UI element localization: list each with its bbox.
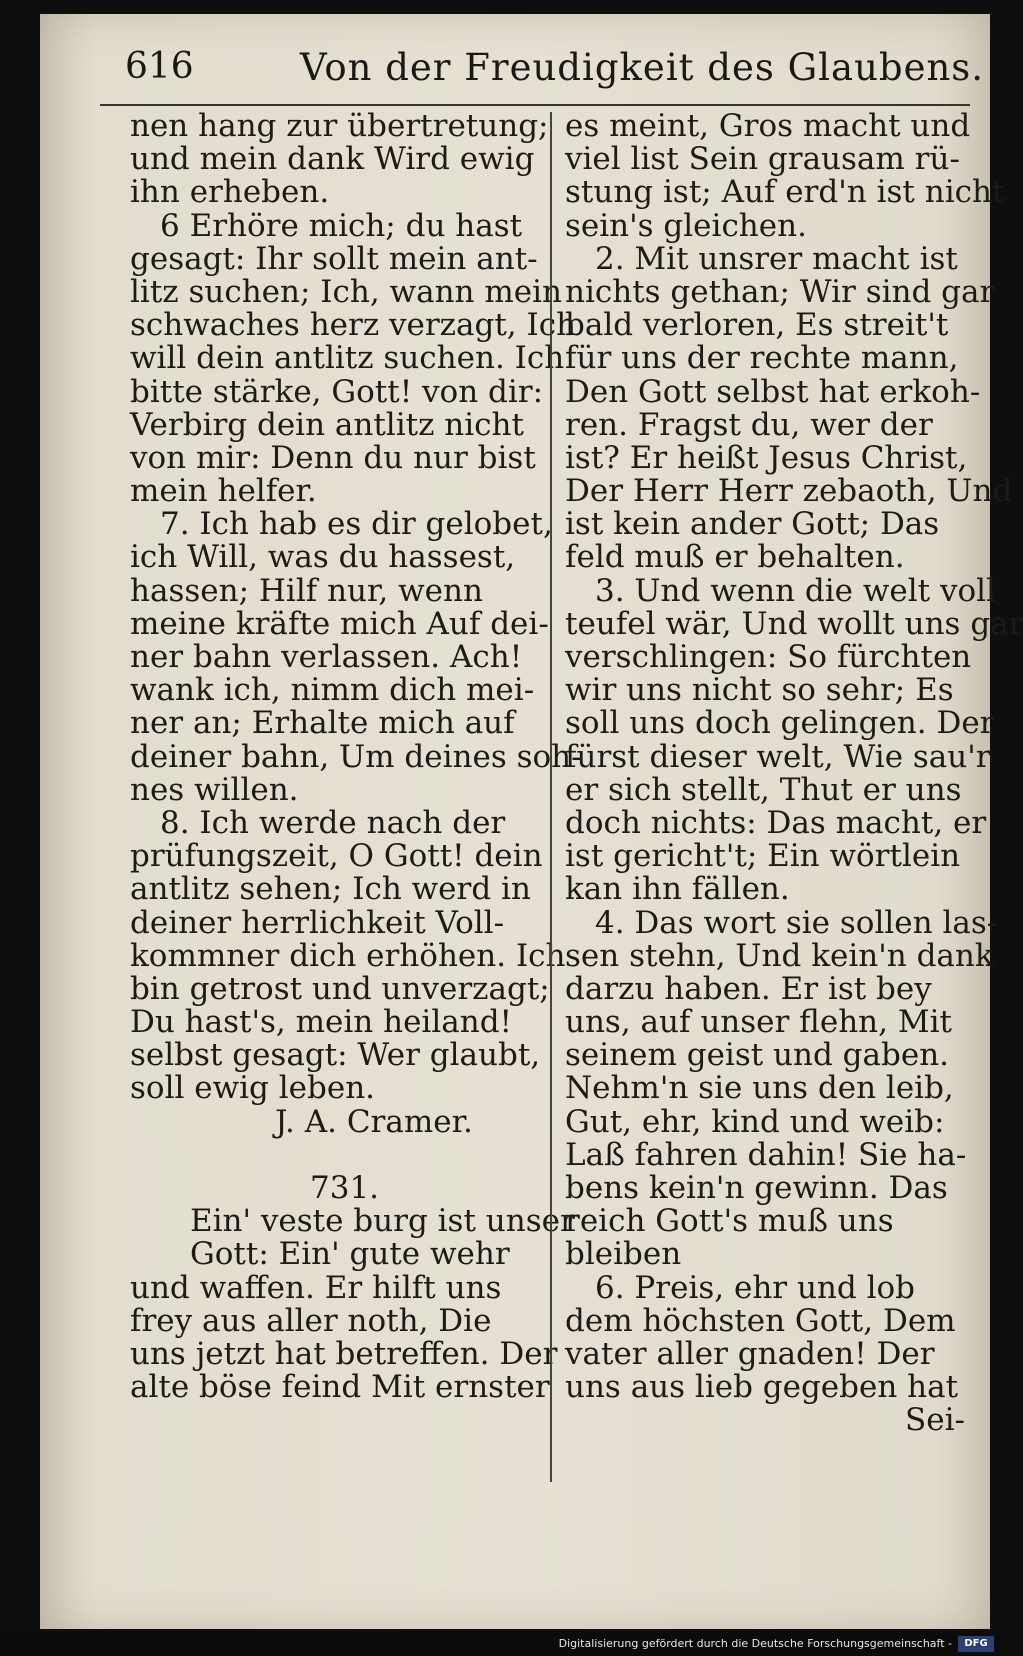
text-line: feld muß er behalten. [565,539,905,576]
text-line: soll ewig leben. [130,1070,376,1107]
text-line: vater aller gnaden! Der [565,1335,935,1372]
text-line: nichts gethan; Wir sind gar [565,273,995,310]
text-line: ist gericht't; Ein wörtlein [565,838,961,875]
text-line: alte böse feind Mit ernster [130,1369,550,1406]
text-line: deiner bahn, Um deines soh- [130,738,582,775]
text-line: bitte stärke, Gott! von dir: [130,373,544,410]
hymn-first-line: Ein' veste burg ist unser [190,1203,575,1240]
column-divider [550,112,552,1482]
text-line: seinem geist und gaben. [565,1037,950,1074]
text-line: wir uns nicht so sehr; Es [565,672,954,709]
text-line: Gut, ehr, kind und weib: [565,1103,945,1140]
text-line: Laß fahren dahin! Sie ha- [565,1136,967,1173]
verse-start: 8. Ich werde nach der [160,804,506,841]
text-line: nen hang zur übertretung; [130,108,549,144]
text-line: litz suchen; Ich, wann mein [130,273,562,310]
text-line: uns aus lieb gegeben hat [565,1369,959,1406]
text-line: Verbirg dein antlitz nicht [130,406,524,443]
text-line: Du hast's, mein heiland! [130,1004,512,1041]
text-line: ich Will, was du hassest, [130,539,516,576]
running-title: Von der Freudigkeit des Glaubens. [300,46,985,89]
text-line: für uns der rechte mann, [565,340,959,377]
text-line: kommner dich erhöhen. Ich [130,937,566,974]
text-line: Nehm'n sie uns den leib, [565,1070,954,1107]
dfg-logo-icon: DFG [958,1636,994,1652]
text-line: Der Herr Herr zebaoth, Und [565,473,1013,510]
text-line: fürst dieser welt, Wie sau'r [565,738,991,775]
verse-start: 2. Mit unsrer macht ist [595,240,958,277]
text-line: bald verloren, Es streit't [565,307,949,344]
text-line: deiner herrlichkeit Voll- [130,904,505,941]
text-line: mein helfer. [130,473,317,510]
text-line: ist kein ander Gott; Das [565,506,940,543]
text-line: ner an; Erhalte mich auf [130,705,515,742]
text-line: gesagt: Ihr sollt mein ant- [130,240,538,277]
text-line: bin getrost und unverzagt; [130,970,550,1007]
left-column [130,108,582,1406]
text-line: will dein antlitz suchen. Ich [130,340,565,377]
text-line: ihn erheben. [130,174,330,211]
funding-credit: Digitalisierung gefördert durch die Deutsche Forschungsgemeinschaft - [558,1637,952,1650]
text-line: ist? Er heißt Jesus Christ, [565,439,968,476]
text-line: verschlingen: So fürchten [565,639,972,675]
text-line: Gott: Ein' gute wehr [190,1236,510,1273]
text-line: von mir: Denn du nur bist [130,439,536,476]
text-line: kan ihn fällen. [565,871,790,908]
text-line: viel list Sein grausam rü- [565,141,960,178]
text-line: nes willen. [130,771,299,808]
page-number: 616 [125,46,194,87]
text-line: uns jetzt hat betreffen. Der [130,1335,558,1372]
text-line: soll uns doch gelingen. Der [565,705,995,742]
section-gap [130,1139,540,1172]
text-line: doch nichts: Das macht, er [565,804,987,841]
digitization-footer [0,1633,1000,1656]
verse-start: 3. Und wenn die welt voll [595,572,996,609]
text-line: antlitz sehen; Ich werd in [130,871,531,908]
hymn-number: 731. [310,1170,380,1206]
text-line: frey aus aller noth, Die [130,1302,492,1339]
text-line: und mein dank Wird ewig [130,141,535,178]
text-line: sein's gleichen. [565,207,807,244]
text-line: darzu haben. Er ist bey [565,970,932,1007]
text-line: es meint, Gros macht und [565,108,971,144]
text-line: er sich stellt, Thut er uns [565,771,962,808]
page-header [75,42,985,106]
text-line: reich Gott's muß uns [565,1203,894,1240]
text-line: selbst gesagt: Wer glaubt, [130,1037,541,1074]
verse-start: 6 Erhöre mich; du hast [160,207,523,244]
catchword: Sei- [905,1402,965,1439]
text-line: bleiben [565,1236,682,1273]
text-line: stung ist; Auf erd'n ist nicht [565,174,1005,211]
text-line: Den Gott selbst hat erkoh- [565,373,981,410]
header-rule [100,104,970,106]
text-line: dem höchsten Gott, Dem [565,1302,956,1339]
text-line: meine kräfte mich Auf dei- [130,605,549,642]
text-line: teufel wär, Und wollt uns gar [565,605,1023,642]
text-line: und waffen. Er hilft uns [130,1269,502,1306]
text-line: prüfungszeit, O Gott! dein [130,838,543,875]
verse-start: 7. Ich hab es dir gelobet, [160,506,553,543]
text-line: uns, auf unser flehn, Mit [565,1004,952,1041]
text-line: hassen; Hilf nur, wenn [130,572,483,609]
hymn-author: J. A. Cramer. [275,1103,473,1140]
text-line: ner bahn verlassen. Ach! [130,639,523,675]
right-column [565,108,1023,1439]
text-line: schwaches herz verzagt, Ich [130,307,577,344]
verse-start: 6. Preis, ehr und lob [595,1269,916,1306]
verse-start: 4. Das wort sie sollen las- [595,904,998,941]
text-line: bens kein'n gewinn. Das [565,1170,948,1206]
text-line: wank ich, nimm dich mei- [130,672,535,709]
text-line: ren. Fragst du, wer der [565,406,933,443]
text-line: sen stehn, Und kein'n dank [565,937,994,974]
